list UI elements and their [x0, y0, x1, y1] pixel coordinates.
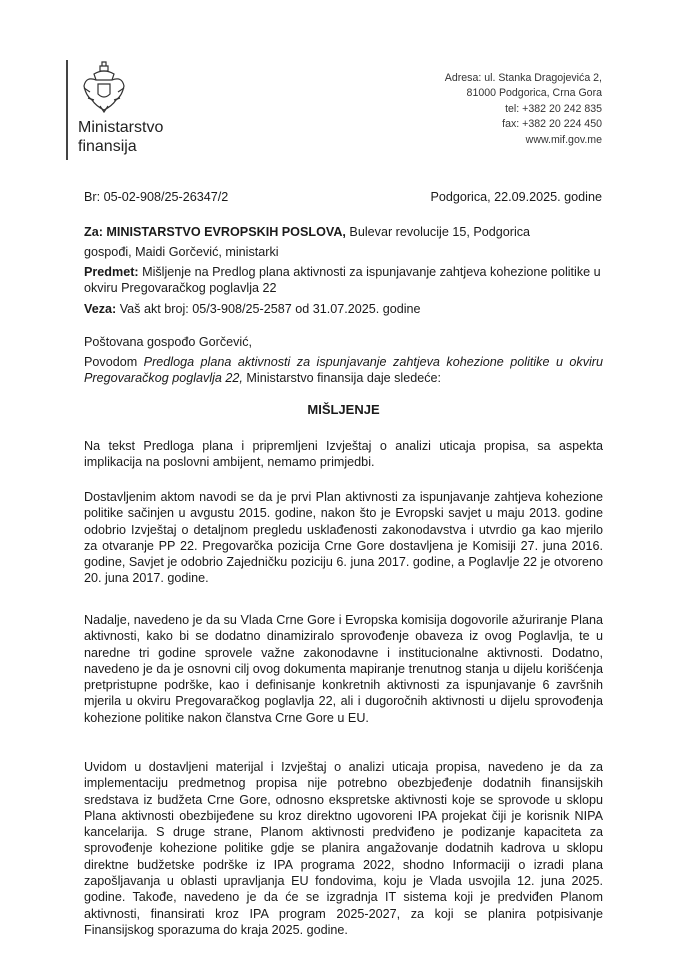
intro-italic: Predloga plana aktivnosti za ispunjavanje zahtjeva kohezione politike u okviru Pregovaračkog poglavlja 22, — [84, 355, 604, 386]
subject — [84, 264, 603, 297]
website: www.mif.gov.me — [525, 133, 602, 146]
intro-before: Povodom — [84, 355, 144, 369]
fax: fax: +382 20 224 450 — [502, 118, 602, 131]
place-date: Podgorica, 22.09.2025. godine — [430, 190, 602, 204]
address-block — [445, 71, 602, 148]
paragraph-2: Dostavljenim aktom navodi se da je prvi Plan aktivnosti za ispunjavanje zahtjeva kohezione politike sačinjen u avgustu 2015. godine, nakon što je Evropski savjet u maju 2013. godine odobrio Izvještaj o detaljnom pregledu usklađenosti zakonodavstva i utvrdio ga kao mjerilo za otvaranje PP 22. Pregovarčka pozicija Crne Gore dostavljena je Komisiji 27. juna 2016. godine, Savjet je odobrio Zajedničku poziciju 6. juna 2017. godine, a Poglavlje 22 je otvoreno 20. juna 2017. godine. — [84, 490, 603, 586]
ministry-name-line2: finansija — [78, 138, 137, 155]
intro-after: Ministarstvo finansija daje sledeće: — [242, 371, 442, 386]
opinion-heading: MIŠLJENJE — [307, 402, 380, 417]
paragraph-1: Na tekst Predloga plana i pripremljeni Izvještaj o analizi uticaja propisa, sa aspekta implikacija na poslovni ambijent, nemamo primjedbi. — [84, 439, 603, 470]
intro-paragraph — [84, 354, 603, 387]
recipient-name: MINISTARSTVO EVROPSKIH POSLOVA, — [106, 225, 346, 239]
phone: tel: +382 20 242 835 — [505, 102, 602, 115]
address-line: Adresa: ul. Stanka Dragojevića 2, — [444, 72, 602, 84]
subject-label: Predmet: — [84, 265, 139, 279]
recipient-label: Za: — [84, 225, 103, 239]
ministry-name-line1: Ministarstvo — [78, 119, 164, 136]
address-city: 81000 Podgorica, Crna Gora — [466, 87, 602, 100]
paragraph-3: Nadalje, navedeno je da su Vlada Crne Gore i Evropska komisija dogovorile ažuriranje Plana aktivnosti, kako bi se dodatno dinamiziralo sprovođenje obaveza iz ovog Poglavlja, te u naredne tri godine sprovele važne zakonodavne i institucionalne aktivnosti. Dodatno, navedeno je da je osnovni cilj ovog dokumenta mapiranje trenutnog stanja u dijelu korišćenja pretpristupne podrške, kao i definisanje konkretnih aktivnosti za ispunjavanje 6 završnih mjerila u okviru Pregovaračkog poglavlja 22, ali i dugoročnih aktivnosti u dijelu sprovođenja kohezione politike nakon članstva Crne Gore u EU. — [84, 613, 603, 725]
recipient-attention: gospođi, Maidi Gorčević, ministarki — [84, 245, 279, 259]
reference-link — [84, 301, 421, 317]
letterhead-divider — [66, 60, 68, 160]
coat-of-arms-logo — [80, 60, 128, 114]
link-label: Veza: — [84, 302, 117, 316]
salutation: Poštovana gospođo Gorčević, — [84, 335, 253, 349]
recipient — [84, 224, 530, 240]
link-text: Vaš akt broj: 05/3-908/25-2587 od 31.07.2025. godine — [116, 302, 421, 316]
subject-text: Mišljenje na Predlog plana aktivnosti za ispunjavanje zahtjeva kohezione politike u okviru Pregovaračkog poglavlja 22 — [84, 265, 601, 296]
paragraph-4: Uvidom u dostavljeni materijal i Izvještaj o analizi uticaja propisa, navedeno je da za implementaciju predmetnog propisa nije potrebno obezbjeđenje dodatnih finansijskih sredstava iz budžeta Crne Gore, odnosno ekspretske aktivnosti koje se sprovode u sklopu Plana aktivnosti obezbijeđene su kroz direktno ugovoreni IPA projekat čiji je korisnik NIPA kancelarija. S druge strane, Planom aktivnosti predviđeno je podizanje kapaciteta za sprovođenje kohezione politike gdje se planira angažovanje dodatnih kadrova u sklopu direktne budžetske podrške iz IPA programa 2022, shodno Informaciji o izradi plana zapošljavanja u oblasti upravljanja EU fondovima, koju je Vlada usvojila 12. juna 2025. godine. Takođe, navedeno je da će se izgradnja IT sistema koji je predviđen Planom aktivnosti, finansirati kroz IPA program 2025-2027, za koji se planira potpisivanje Finansijskog sporazuma do kraja 2025. godine. — [84, 760, 603, 937]
ministry-name — [78, 118, 163, 156]
reference-number: Br: 05-02-908/25-26347/2 — [84, 190, 229, 204]
recipient-address: Bulevar revolucije 15, Podgorica — [345, 225, 531, 239]
